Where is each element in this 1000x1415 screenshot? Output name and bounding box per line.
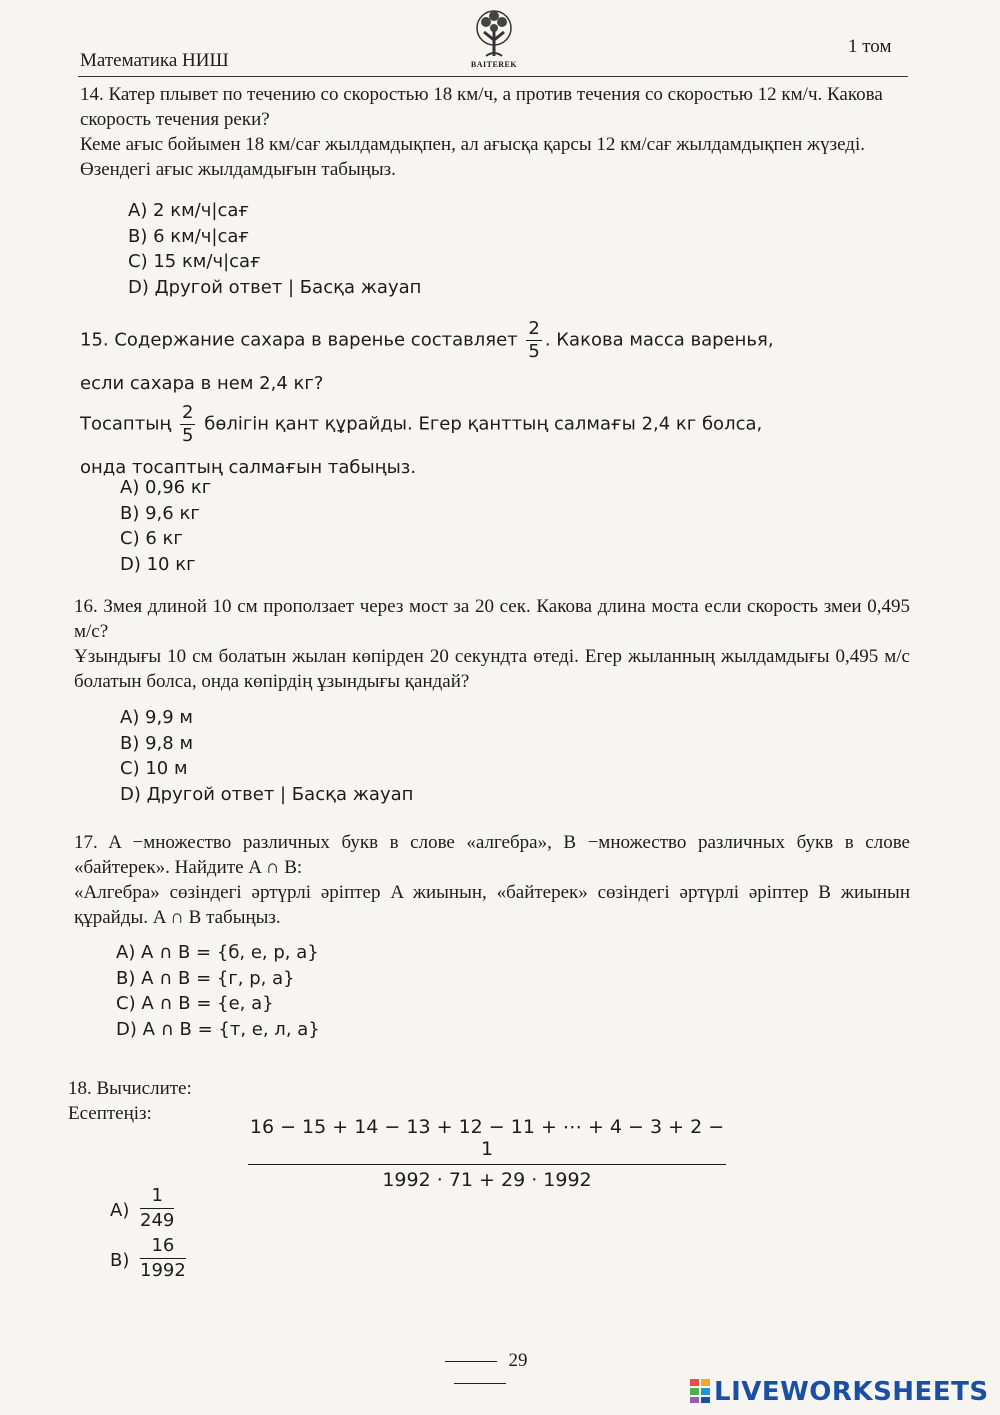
question-15-ru-line2: если сахара в нем 2,4 кг? (80, 373, 324, 394)
option-b[interactable] (110, 1234, 210, 1286)
question-16 (74, 594, 910, 694)
page-number-dash-right (454, 1383, 506, 1384)
option-b[interactable]: B) 9,8 м (120, 732, 194, 754)
header-subject: Математика НИШ (80, 50, 229, 71)
expression-fraction (248, 1116, 726, 1191)
question-14-ru: 14. Катер плывет по течению со скоростью 18 км/ч, а против течения со скоростью 12 км/ч. Какова скорость течения реки? (80, 84, 883, 130)
option-c[interactable]: C) 15 км/ч|сағ (128, 251, 261, 272)
header-volume: 1 том (848, 36, 892, 57)
question-17-kz: «Алгебра» сөзіндегі әртүрлі әріптер A жиынын, «байтерек» сөзіндегі әртүрлі әріптер B жиынын құрайды. A ∩ B табыңыз. (74, 882, 910, 928)
expression-numerator: 16 − 15 + 14 − 13 + 12 − 11 + ⋯ + 4 − 3 + 2 − 1 (248, 1116, 726, 1165)
fraction-two-fifths-kz (180, 402, 195, 447)
page-number-dash-left (445, 1361, 497, 1362)
fraction-two-fifths (526, 318, 541, 363)
question-15-ru-start: 15. Содержание сахара в варенье составляет (80, 329, 518, 351)
option-b[interactable]: B) 9,6 кг (120, 502, 200, 524)
question-17-ru: 17. A −множество различных букв в слове «алгебра», B −множество различных букв в слове «байтерек». Найдите A ∩ B: (74, 832, 910, 878)
header-divider (78, 76, 908, 77)
option-a[interactable]: A) 0,96 кг (120, 477, 212, 498)
option-numerator: 16 (140, 1234, 186, 1259)
option-denominator: 249 (140, 1210, 175, 1231)
question-16-options (120, 705, 413, 807)
question-14-kz: Кеме ағыс бойымен 18 км/сағ жылдамдықпен, ал ағысқа қарсы 12 км/сағ жылдамдықпен жүзеді. Өзендегі ағыс жылдамдығын табыңыз. (80, 134, 865, 180)
page-number-value: 29 (508, 1350, 528, 1371)
question-16-ru: 16. Змея длиной 10 см проползает через мост за 20 сек. Какова длина моста если скорость змеи 0,495 м/с? (74, 596, 910, 642)
question-17 (74, 830, 910, 930)
option-a[interactable] (110, 1184, 210, 1236)
question-15-kz-start: Тосаптың (80, 413, 172, 435)
question-15-kz-line2: онда тосаптың салмағын табыңыз. (80, 457, 417, 478)
question-15-kz-end: бөлігін қант құрайды. Егер қанттың салмағы 2,4 кг болса, (204, 413, 763, 435)
question-15-ru-end: . Какова масса варенья, (544, 329, 774, 351)
page-number (400, 1350, 560, 1394)
option-label: A) (110, 1200, 130, 1221)
question-18-ru: 18. Вычислите: (68, 1078, 192, 1099)
watermark-text: LIVEWORKSHEETS (714, 1377, 989, 1407)
liveworksheets-icon (690, 1379, 710, 1403)
question-14-options (128, 198, 421, 300)
option-c[interactable]: C) 10 м (120, 758, 188, 779)
option-fraction (140, 1234, 186, 1283)
question-18-kz: Есептеңіз: (68, 1103, 152, 1124)
option-fraction (140, 1184, 174, 1233)
option-label: B) (110, 1250, 130, 1271)
option-numerator: 1 (140, 1184, 174, 1209)
fraction-numerator: 2 (182, 402, 194, 423)
question-15-options (120, 475, 211, 577)
option-d[interactable]: D) Другой ответ | Басқа жауап (120, 783, 414, 805)
question-14 (80, 82, 910, 182)
question-16-kz: Ұзындығы 10 см болатын жылан көпірден 20 секундта өтеді. Егер жыланның жылдамдығы 0,495 м/с болатын болса, онда көпірдің ұзындығы қандай? (74, 646, 910, 692)
option-a[interactable]: A) 2 км/ч|сағ (128, 200, 249, 221)
expression-denominator: 1992 · 71 + 29 · 1992 (382, 1169, 592, 1191)
option-d[interactable]: D) 10 кг (120, 553, 196, 575)
option-denominator: 1992 (140, 1260, 186, 1281)
option-c[interactable]: C) A ∩ B = {е, а} (116, 993, 274, 1014)
option-a[interactable]: A) 9,9 м (120, 707, 193, 728)
option-d[interactable]: D) Другой ответ | Басқа жауап (128, 276, 422, 298)
question-17-options (116, 940, 320, 1042)
option-b[interactable]: B) 6 км/ч|сағ (128, 225, 250, 247)
liveworksheets-watermark (690, 1377, 989, 1407)
fraction-numerator: 2 (528, 318, 540, 339)
question-15 (80, 318, 910, 480)
option-d[interactable]: D) A ∩ B = {т, е, л, а} (116, 1018, 320, 1040)
option-a[interactable]: A) A ∩ B = {б, е, р, а} (116, 942, 319, 963)
fraction-denominator: 5 (528, 341, 540, 362)
fraction-denominator: 5 (182, 425, 194, 446)
option-b[interactable]: B) A ∩ B = {г, р, а} (116, 967, 295, 989)
logo-caption: BAITEREK (470, 60, 518, 69)
option-c[interactable]: C) 6 кг (120, 528, 183, 549)
